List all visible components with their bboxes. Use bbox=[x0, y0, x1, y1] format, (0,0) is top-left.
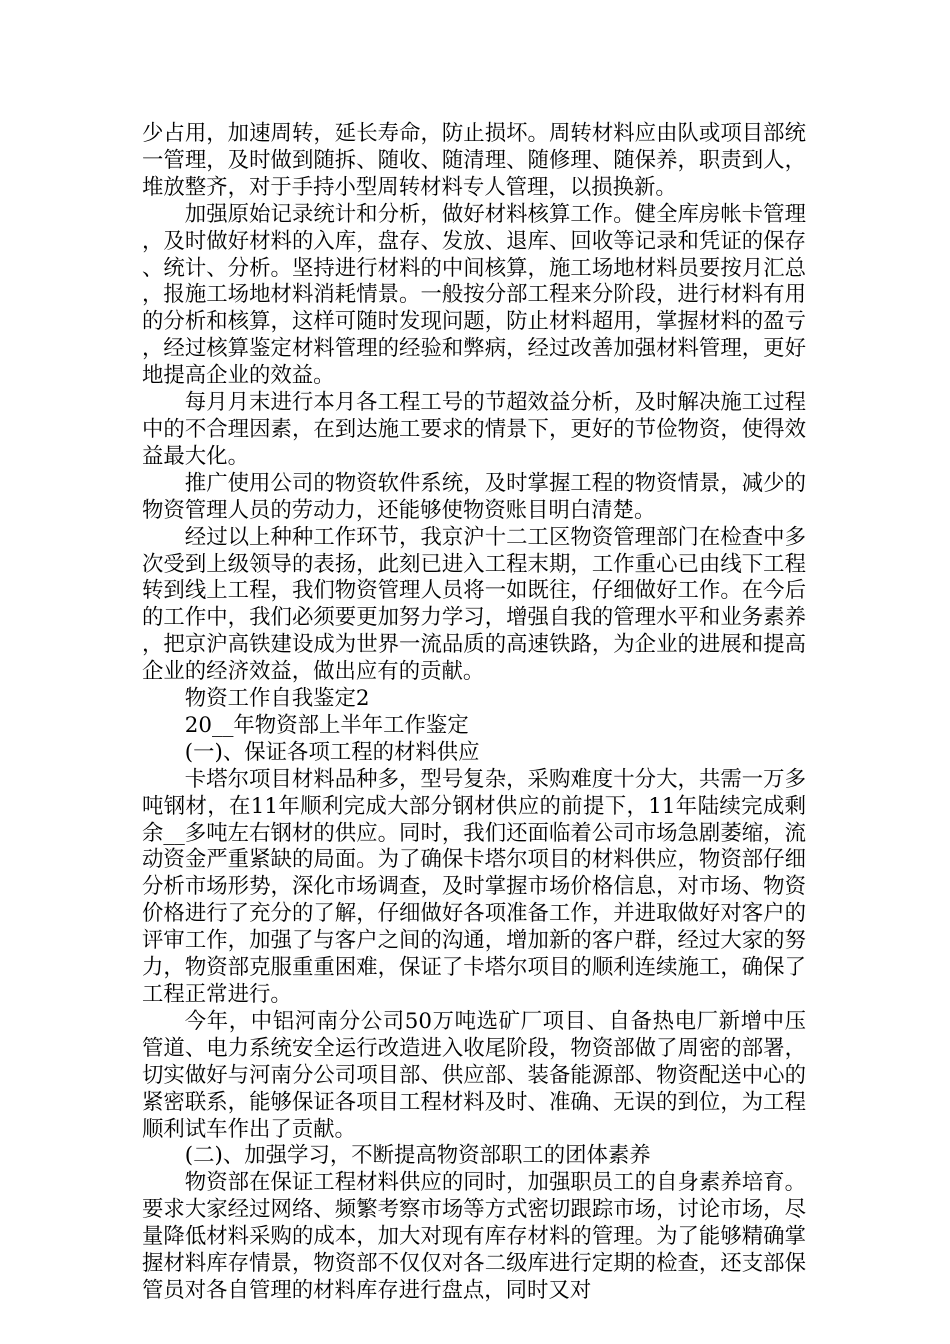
report-title: 20__年物资部上半年工作鉴定 bbox=[184, 712, 469, 738]
subheading-material-supply: (一)、保证各项工程的材料供应 bbox=[184, 739, 480, 765]
paragraph-qatar-project: 卡塔尔项目材料品种多，型号复杂，采购难度十分大，共需一万多吨钢材，在11年顺利完成大部分钢材供应的前提下，11年陆续完成剩余__多吨左右钢材的供应。同时，我们还面临着公司市场急剧萎缩，流动资金严重紧缺的局面。为了确保卡塔尔项目的材料供应，物资部仔细分析市场形势，深化市场调查，及时掌握市场价格信息，对市场、物资价格进行了充分的了解，仔细做好各项准备工作，并进取做好对客户的评审工作，加强了与客户之间的沟通，增加新的客户群，经过大家的努力，物资部克服重重困难，保证了卡塔尔项目的顺利连续施工，确保了工程正常进行。 bbox=[142, 766, 806, 1007]
paragraph-summary: 经过以上种种工作环节，我京沪十二工区物资管理部门在检查中多次受到上级领导的表扬，此刻已进入工程末期，工作重心已由线下工程转到线上工程，我们物资管理人员将一如既往，仔细做好工作。在今后的工作中，我们必须要更加努力学习，增强自我的管理水平和业务素养，把京沪高铁建设成为世界一流品质的高速铁路，为企业的进展和提高企业的经济效益，做出应有的贡献。 bbox=[142, 524, 806, 685]
paragraph-material-accounting: 加强原始记录统计和分析，做好材料核算工作。健全库房帐卡管理，及时做好材料的入库，盘存、发放、退库、回收等记录和凭证的保存、统计、分析。坚持进行材料的中间核算，施工场地材料员要按月汇总，报施工场地材料消耗情景。一般按分部工程来分阶段，进行材料有用的分析和核算，这样可随时发现问题，防止材料超用，掌握材料的盈亏，经过核算鉴定材料管理的经验和弊病，经过改善加强材料管理，更好地提高企业的效益。 bbox=[142, 201, 806, 389]
paragraph-staff-quality: 物资部在保证工程材料供应的同时，加强职员工的自身素养培育。要求大家经过网络、频繁考察市场等方式密切跟踪市场，讨论市场，尽量降低材料采购的成本，加大对现有库存材料的管理。为了能够精确掌握材料库存情景，物资部不仅仅对各二级库进行定期的检查，还支部保管员对各自管理的材料库存进行盘点，同时又对 bbox=[142, 1170, 806, 1303]
paragraph-turnover-materials: 少占用，加速周转，延长寿命，防止损坏。周转材料应由队或项目部统一管理，及时做到随拆、随收、随清理、随修理、随保养，职责到人，堆放整齐，对于手持小型周转材料专人管理，以损换新。 bbox=[142, 121, 806, 200]
paragraph-henan-project: 今年，中铝河南分公司50万吨选矿厂项目、自备热电厂新增中压管道、电力系统安全运行改造进入收尾阶段，物资部做了周密的部署，切实做好与河南分公司项目部、供应部、装备能源部、物资配送中心的紧密联系，能够保证各项目工程材料及时、准确、无误的到位，为工程顺利试车作出了贡献。 bbox=[142, 1008, 806, 1142]
subheading-staff-training: (二)、加强学习，不断提高物资部职工的团体素养 bbox=[184, 1143, 651, 1169]
paragraph-monthly-analysis: 每月月末进行本月各工程工号的节超效益分析，及时解决施工过程中的不合理因素，在到达施工要求的情景下，更好的节俭物资，使得效益最大化。 bbox=[142, 390, 806, 469]
paragraph-software-system: 推广使用公司的物资软件系统，及时掌握工程的物资情景，减少的物资管理人员的劳动力，还能够使物资账目明白清楚。 bbox=[142, 470, 806, 523]
section-title: 物资工作自我鉴定2 bbox=[184, 686, 370, 712]
document-page bbox=[142, 121, 806, 1305]
